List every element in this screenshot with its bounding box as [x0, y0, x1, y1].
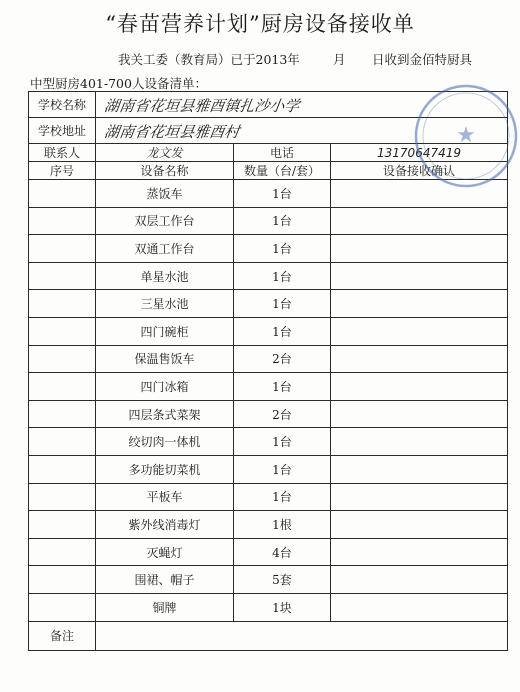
column-header-seq: 序号: [29, 162, 96, 180]
item-seq: [29, 593, 96, 621]
column-header-row: [29, 162, 508, 180]
item-confirm: [331, 290, 508, 318]
table-row: [29, 207, 508, 235]
phone-value: 13170647419: [331, 144, 508, 162]
item-name: 双通工作台: [96, 235, 234, 263]
table-row: [29, 455, 508, 483]
table-row: [29, 593, 508, 621]
item-qty: 2台: [234, 400, 331, 428]
item-seq: [29, 400, 96, 428]
item-confirm: [331, 373, 508, 401]
item-seq: [29, 511, 96, 539]
item-qty: 1台: [234, 455, 331, 483]
remarks-value: [96, 621, 508, 650]
item-name: 双层工作台: [96, 207, 234, 235]
table-row: [29, 483, 508, 511]
item-confirm: [331, 483, 508, 511]
item-seq: [29, 317, 96, 345]
item-name: 三星水池: [96, 290, 234, 318]
item-confirm: [331, 428, 508, 456]
item-qty: 1台: [234, 235, 331, 263]
item-qty: 1台: [234, 290, 331, 318]
item-confirm: [331, 235, 508, 263]
item-seq: [29, 290, 96, 318]
item-qty: 1台: [234, 262, 331, 290]
intro-text-month: 月: [333, 52, 346, 67]
column-header-name: 设备名称: [96, 162, 234, 180]
item-qty: 1台: [234, 317, 331, 345]
school-address-value: 湖南省花垣县雅酉村: [94, 118, 510, 144]
item-name: 平板车: [96, 483, 234, 511]
item-name: 蒸饭车: [96, 180, 234, 208]
table-row: [29, 345, 508, 373]
school-address-row: [29, 118, 508, 144]
contact-label: 联系人: [29, 144, 96, 162]
item-confirm: [331, 180, 508, 208]
item-confirm: [331, 317, 508, 345]
item-confirm: [331, 538, 508, 566]
column-header-confirm: 设备接收确认: [331, 162, 508, 180]
item-qty: 1台: [234, 483, 331, 511]
page-title: “春苗营养计划”厨房设备接收单: [105, 12, 415, 36]
intro-text-day: 日收到金佰特厨具: [372, 52, 473, 67]
item-name: 铜牌: [96, 593, 234, 621]
item-seq: [29, 180, 96, 208]
remarks-label: 备注: [29, 621, 96, 650]
table-row: [29, 400, 508, 428]
item-seq: [29, 538, 96, 566]
item-confirm: [331, 262, 508, 290]
item-qty: 2台: [234, 345, 331, 373]
table-row: [29, 428, 508, 456]
school-address-label: 学校地址: [29, 118, 96, 144]
item-name: 多功能切菜机: [96, 455, 234, 483]
item-seq: [29, 373, 96, 401]
item-seq: [29, 345, 96, 373]
item-seq: [29, 428, 96, 456]
table-row: [29, 290, 508, 318]
table-row: [29, 538, 508, 566]
item-name: 绞切肉一体机: [96, 428, 234, 456]
equipment-receipt-table: [28, 91, 508, 651]
item-seq: [29, 262, 96, 290]
item-qty: 1根: [234, 511, 331, 539]
item-name: 四门碗柜: [96, 317, 234, 345]
item-qty: 1台: [234, 428, 331, 456]
item-seq: [29, 207, 96, 235]
school-name-row: [29, 92, 508, 118]
contact-row: [29, 144, 508, 162]
item-seq: [29, 566, 96, 594]
intro-text-year: 我关工委（教育局）已于2013年: [118, 52, 300, 67]
remarks-row: [29, 621, 508, 650]
item-name: 四层条式菜架: [96, 400, 234, 428]
item-seq: [29, 455, 96, 483]
phone-label: 电话: [234, 144, 331, 162]
table-row: [29, 180, 508, 208]
item-name: 保温售饭车: [96, 345, 234, 373]
item-name: 单星水池: [96, 262, 234, 290]
school-name-value: 湖南省花垣县雅酉镇扎沙小学: [94, 92, 510, 118]
item-confirm: [331, 566, 508, 594]
item-confirm: [331, 593, 508, 621]
item-confirm: [331, 207, 508, 235]
table-row: [29, 373, 508, 401]
contact-value: 龙文发: [96, 144, 234, 162]
table-row: [29, 511, 508, 539]
item-qty: 1台: [234, 373, 331, 401]
item-name: 围裙、帽子: [96, 566, 234, 594]
item-name: 紫外线消毒灯: [96, 511, 234, 539]
item-qty: 5套: [234, 566, 331, 594]
item-confirm: [331, 400, 508, 428]
item-seq: [29, 235, 96, 263]
column-header-qty: 数量（台/套）: [234, 162, 331, 180]
item-qty: 4台: [234, 538, 331, 566]
table-row: [29, 235, 508, 263]
item-confirm: [331, 345, 508, 373]
item-name: 灭蝇灯: [96, 538, 234, 566]
table-row: [29, 566, 508, 594]
item-confirm: [331, 511, 508, 539]
table-row: [29, 262, 508, 290]
item-qty: 1块: [234, 593, 331, 621]
list-subtitle: 中型厨房401-700人设备清单：: [30, 76, 207, 91]
item-seq: [29, 483, 96, 511]
table-row: [29, 317, 508, 345]
item-qty: 1台: [234, 207, 331, 235]
item-name: 四门冰箱: [96, 373, 234, 401]
item-confirm: [331, 455, 508, 483]
school-name-label: 学校名称: [29, 92, 96, 118]
svg-text:★: ★: [456, 123, 476, 148]
item-qty: 1台: [234, 180, 331, 208]
